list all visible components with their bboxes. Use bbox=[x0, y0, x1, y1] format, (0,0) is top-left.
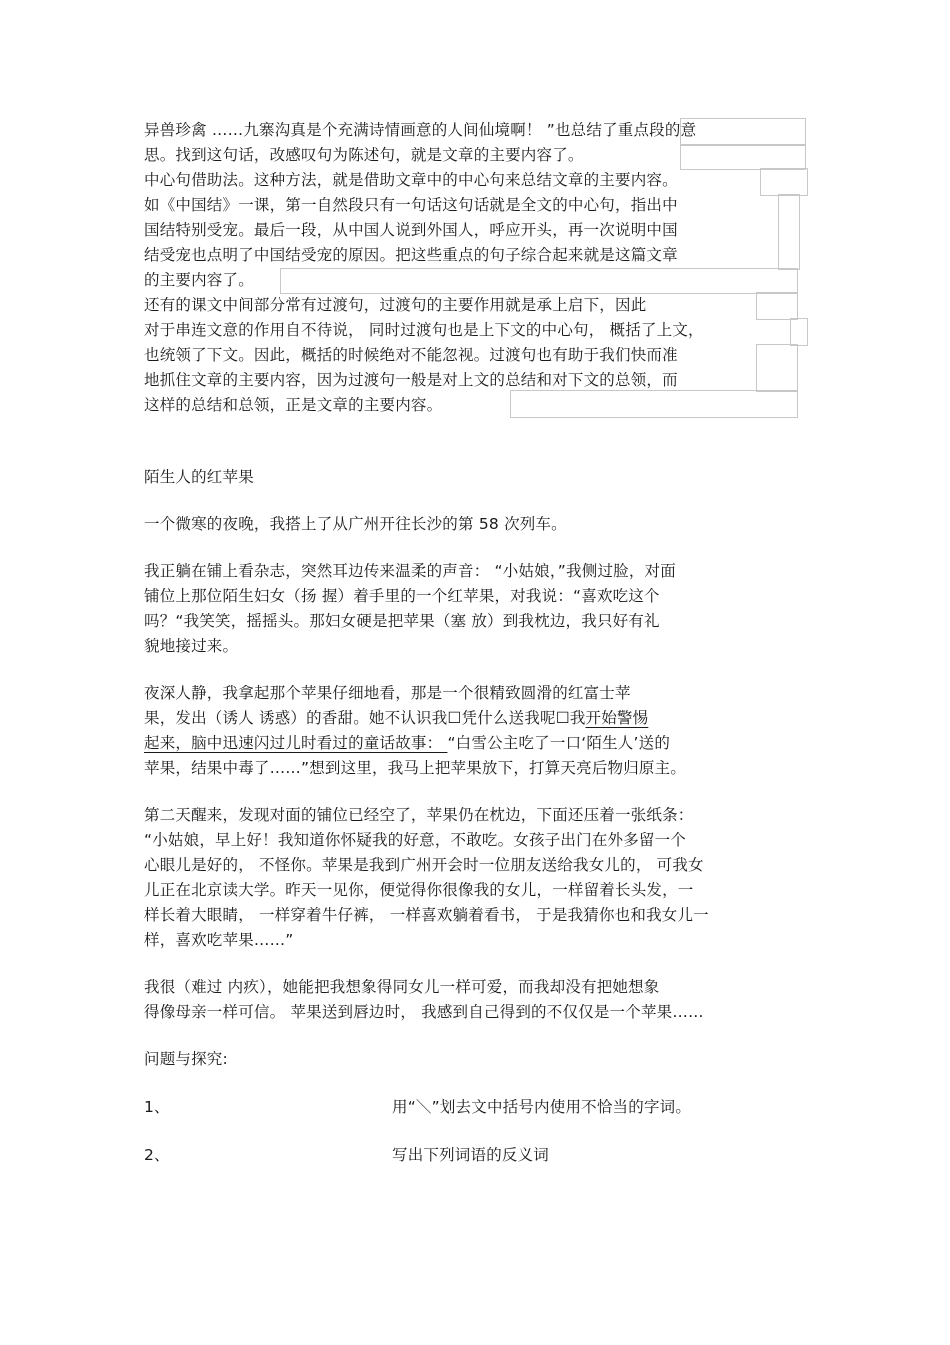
scan-frame bbox=[510, 390, 798, 418]
question-number: 2、 bbox=[144, 1146, 170, 1164]
story-line: 夜深人静，我拿起那个苹果仔细地看，那是一个很精致圆滑的红富士苹 bbox=[144, 684, 631, 702]
story-line: 铺位上那位陌生妇女（扬 握）着手里的一个红苹果，对我说：“喜欢吃这个 bbox=[144, 587, 660, 605]
scan-frame bbox=[680, 118, 806, 146]
story-line: 第二天醒来，发现对面的铺位已经空了，苹果仍在枕边，下面还压着一张纸条： bbox=[144, 806, 694, 824]
intro-line: 这样的总结和总领，正是文章的主要内容。 bbox=[144, 396, 443, 414]
story-line: 貌地接过来。 bbox=[144, 637, 239, 655]
scan-frame bbox=[280, 268, 798, 294]
story-text: 果，发出（诱人 诱惑）的香甜。她不认识我☐凭什么送我呢☐我 bbox=[144, 709, 586, 727]
scan-frame bbox=[756, 292, 798, 320]
scan-frame bbox=[760, 168, 808, 196]
underlined-text: 开始警惕 bbox=[585, 709, 649, 727]
question-text: 写出下列词语的反义词 bbox=[392, 1146, 550, 1164]
story-line: 吗？“我笑笑，摇摇头。那妇女硬是把苹果（塞 放）到我枕边，我只好有礼 bbox=[144, 612, 660, 630]
intro-line: 国结特别受宠。最后一段，从中国人说到外国人，呼应开头，再一次说明中国 bbox=[144, 221, 678, 239]
intro-line: 的主要内容了。 bbox=[144, 271, 254, 289]
story-title: 陌生人的红苹果 bbox=[144, 468, 254, 486]
questions-heading: 问题与探究: bbox=[144, 1050, 228, 1068]
story-line: 苹果，结果中毒了……”想到这里，我马上把苹果放下，打算天亮后物归原主。 bbox=[144, 759, 687, 777]
question-number: 1、 bbox=[144, 1098, 170, 1116]
intro-line: 对于串连文意的作用自不待说， 同时过渡句也是上下文的中心句， 概括了上文， bbox=[144, 321, 704, 339]
intro-line: 如《中国结》一课，第一自然段只有一句话这句话就是全文的中心句，指出中 bbox=[144, 196, 678, 214]
intro-line: 还有的课文中间部分常有过渡句，过渡句的主要作用就是承上启下，因此 bbox=[144, 296, 647, 314]
story-line bbox=[144, 708, 648, 728]
question-text: 用“＼”划去文中括号内使用不恰当的字词。 bbox=[392, 1098, 692, 1116]
story-line: 我正躺在铺上看杂志，突然耳边传来温柔的声音： “小姑娘，”我侧过脸，对面 bbox=[144, 562, 676, 580]
scan-frame bbox=[778, 194, 800, 270]
story-line: 样长着大眼睛， 一样穿着牛仔裤， 一样喜欢躺着看书， 于是我猜你也和我女儿一 bbox=[144, 906, 709, 924]
story-line: 儿正在北京读大学。昨天一见你，便觉得你很像我的女儿，一样留着长头发，一 bbox=[144, 881, 694, 899]
intro-line: 思。找到这句话，改感叹句为陈述句，就是文章的主要内容了。 bbox=[144, 146, 584, 164]
scan-frame bbox=[790, 318, 808, 346]
story-line bbox=[144, 733, 670, 753]
story-line: 得像母亲一样可信。 苹果送到唇边时， 我感到自己得到的不仅仅是一个苹果…… bbox=[144, 1003, 704, 1021]
underlined-text: 起来，脑中迅速闪过儿时看过的童话故事： bbox=[144, 734, 448, 752]
scan-frame bbox=[680, 144, 806, 170]
story-line: 心眼儿是好的， 不怪你。苹果是我到广州开会时一位朋友送给我女儿的， 可我女 bbox=[144, 856, 704, 874]
story-line: 样，喜欢吃苹果……” bbox=[144, 931, 294, 949]
story-text: “白雪公主吃了一口‘陌生人’送的 bbox=[447, 734, 671, 752]
intro-line: 地抓住文章的主要内容，因为过渡句一般是对上文的总结和对下文的总领，而 bbox=[144, 371, 678, 389]
intro-line: 中心句借助法。这种方法，就是借助文章中的中心句来总结文章的主要内容。 bbox=[144, 171, 678, 189]
scan-frame bbox=[756, 344, 798, 392]
story-line: “小姑娘，早上好！我知道你怀疑我的好意，不敢吃。女孩子出门在外多留一个 bbox=[144, 831, 687, 849]
intro-line: 结受宠也点明了中国结受宠的原因。把这些重点的句子综合起来就是这篇文章 bbox=[144, 246, 678, 264]
intro-line: 也统领了下文。因此，概括的时候绝对不能忽视。过渡句也有助于我们快而准 bbox=[144, 346, 678, 364]
story-line: 我很（难过 内疚），她能把我想象得同女儿一样可爱，而我却没有把她想象 bbox=[144, 978, 660, 996]
story-paragraph-1: 一个微寒的夜晚，我搭上了从广州开往长沙的第 58 次列车。 bbox=[144, 515, 567, 533]
intro-line: 异兽珍禽 ……九寨沟真是个充满诗情画意的人间仙境啊！ ”也总结了重点段的意 bbox=[144, 121, 697, 139]
